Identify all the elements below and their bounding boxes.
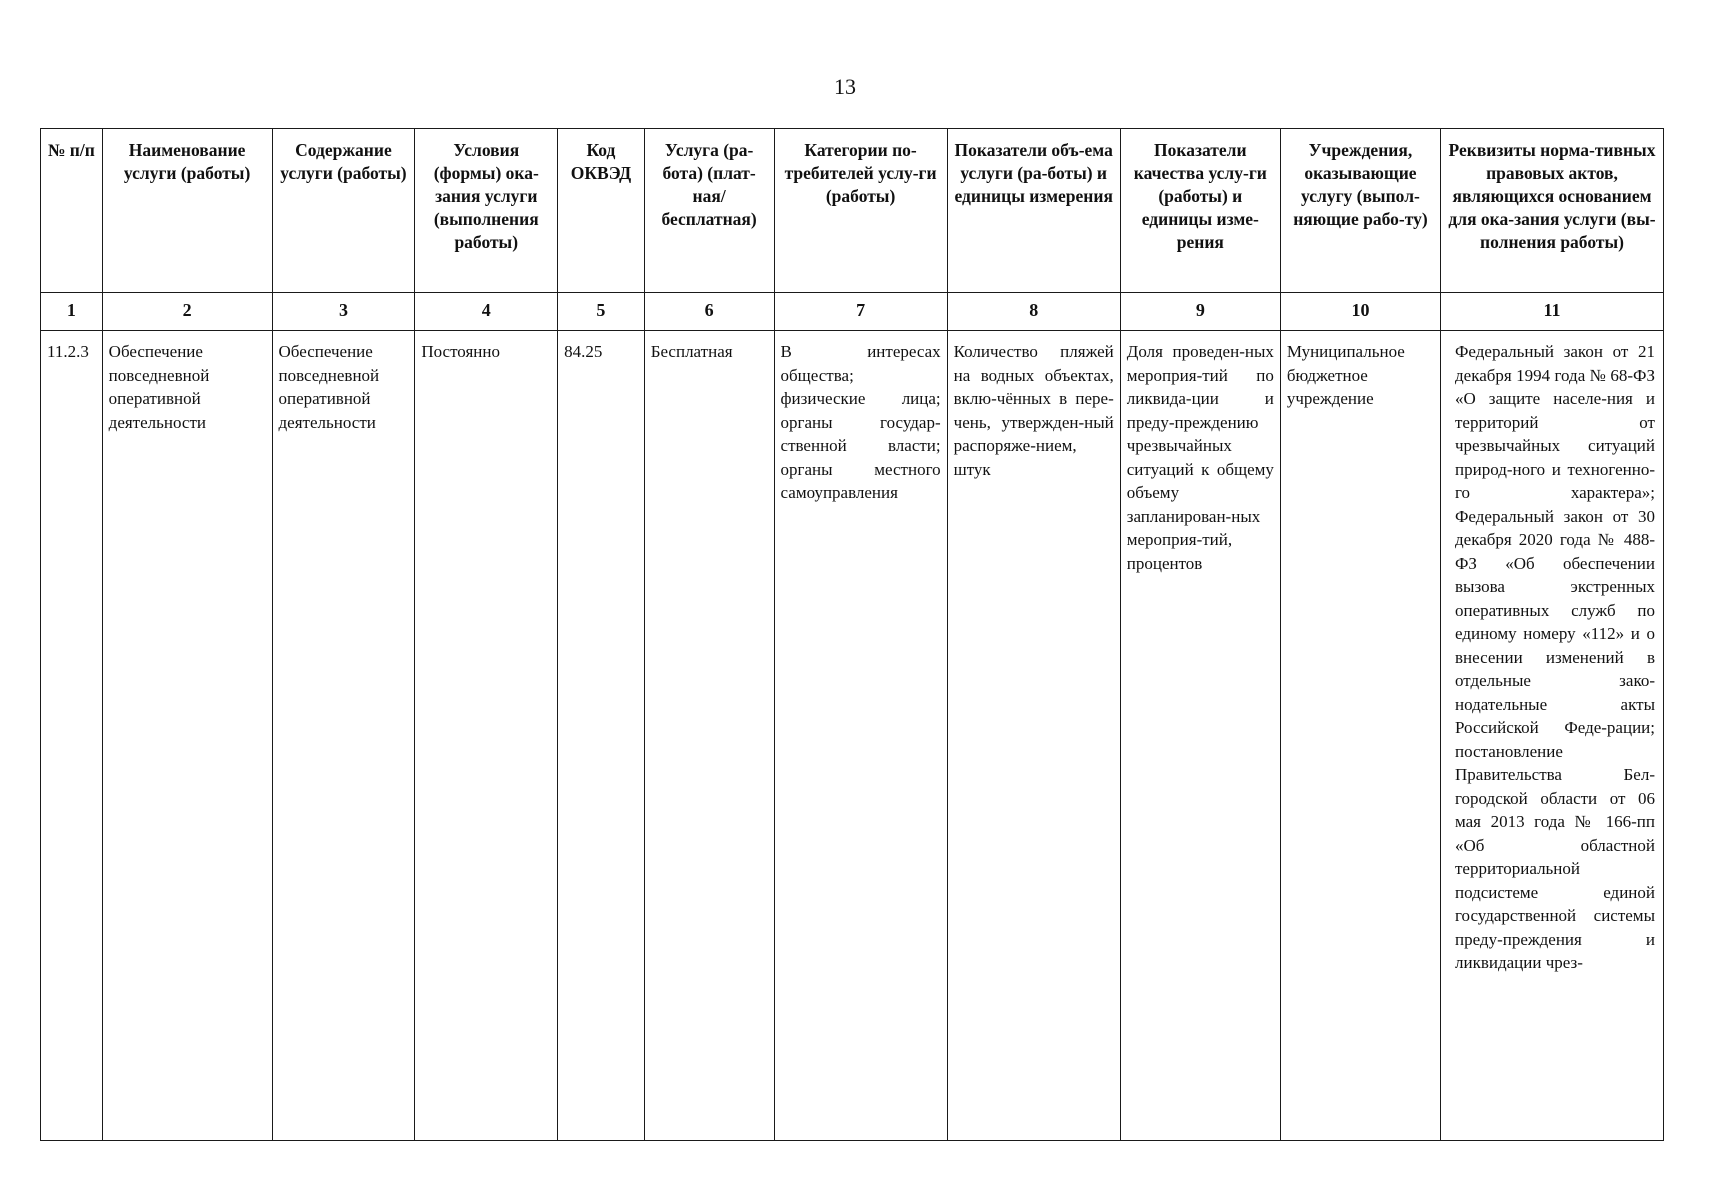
header-cell-payment: Услуга (ра-бота) (плат-ная/ бесплатная) (644, 129, 774, 293)
column-number: 6 (644, 293, 774, 331)
column-number: 1 (41, 293, 103, 331)
header-cell-consumers: Категории по-требителей услу-ги (работы) (774, 129, 947, 293)
cell-consumer-categories: В интересах общества; физические лица; органы государ-ственной власти; органы местного самоуправления (774, 331, 947, 1141)
table-header-row (41, 129, 1664, 293)
column-number: 7 (774, 293, 947, 331)
column-number: 10 (1280, 293, 1440, 331)
cell-service-content: Обеспечение повседневной оперативной деятельности (272, 331, 415, 1141)
cell-volume-indicators: Количество пляжей на водных объектах, вклю-чённых в пере-чень, утвержден-ный распоряже-нием, штук (947, 331, 1120, 1141)
cell-institutions: Муниципальное бюджетное учреждение (1280, 331, 1440, 1141)
cell-conditions: Постоянно (415, 331, 558, 1141)
column-number: 8 (947, 293, 1120, 331)
header-cell-content: Содержание услуги (работы) (272, 129, 415, 293)
header-cell-name: Наименование услуги (работы) (102, 129, 272, 293)
header-cell-quality-indicators: Показатели качества услу-ги (работы) и единицы изме-рения (1120, 129, 1280, 293)
header-cell-okved: Код ОКВЭД (558, 129, 645, 293)
column-number: 5 (558, 293, 645, 331)
cell-service-name: Обеспечение повседневной оперативной деятельности (102, 331, 272, 1141)
header-cell-legal-acts: Реквизиты норма-тивных правовых актов, являющихся основанием для ока-зания услуги (вы-полнения работы) (1441, 129, 1664, 293)
header-cell-conditions: Условия (формы) ока-зания услуги (выполнения работы) (415, 129, 558, 293)
cell-okved-code: 84.25 (558, 331, 645, 1141)
cell-row-number: 11.2.3 (41, 331, 103, 1141)
header-cell-volume-indicators: Показатели объ-ема услуги (ра-боты) и единицы измерения (947, 129, 1120, 293)
table-row (41, 331, 1664, 1141)
services-table (40, 128, 1664, 1141)
column-number: 2 (102, 293, 272, 331)
cell-payment-type: Бесплатная (644, 331, 774, 1141)
header-cell-institutions: Учреждения, оказывающие услугу (выпол-няющие рабо-ту) (1280, 129, 1440, 293)
column-number: 11 (1441, 293, 1664, 331)
page-number: 13 (834, 74, 856, 99)
column-number: 9 (1120, 293, 1280, 331)
cell-legal-acts: Федеральный закон от 21 декабря 1994 года № 68-ФЗ «О защите населе-ния и территорий от чрезвычайных ситуаций природ-ного и техногенно-го характера»; Федеральный закон от 30 декабря 2020 года № 488-ФЗ «Об обеспечении вызова экстренных оперативных служб по единому номеру «112» и о внесении изменений в отдельные зако-нодательные акты Российской Феде-рации; постановление Правительства Бел-городской области от 06 мая 2013 года № 166-пп «Об областной территориальной подсистеме единой государственной системы преду-преждения и ликвидации чрез- (1441, 331, 1664, 1141)
cell-quality-indicators: Доля проведен-ных мероприя-тий по ликвида-ции и преду-преждению чрезвычайных ситуаций к общему объему запланирован-ных мероприя-тий, процентов (1120, 331, 1280, 1141)
header-cell-number: № п/п (41, 129, 103, 293)
column-number: 4 (415, 293, 558, 331)
column-number: 3 (272, 293, 415, 331)
column-number-row (41, 293, 1664, 331)
